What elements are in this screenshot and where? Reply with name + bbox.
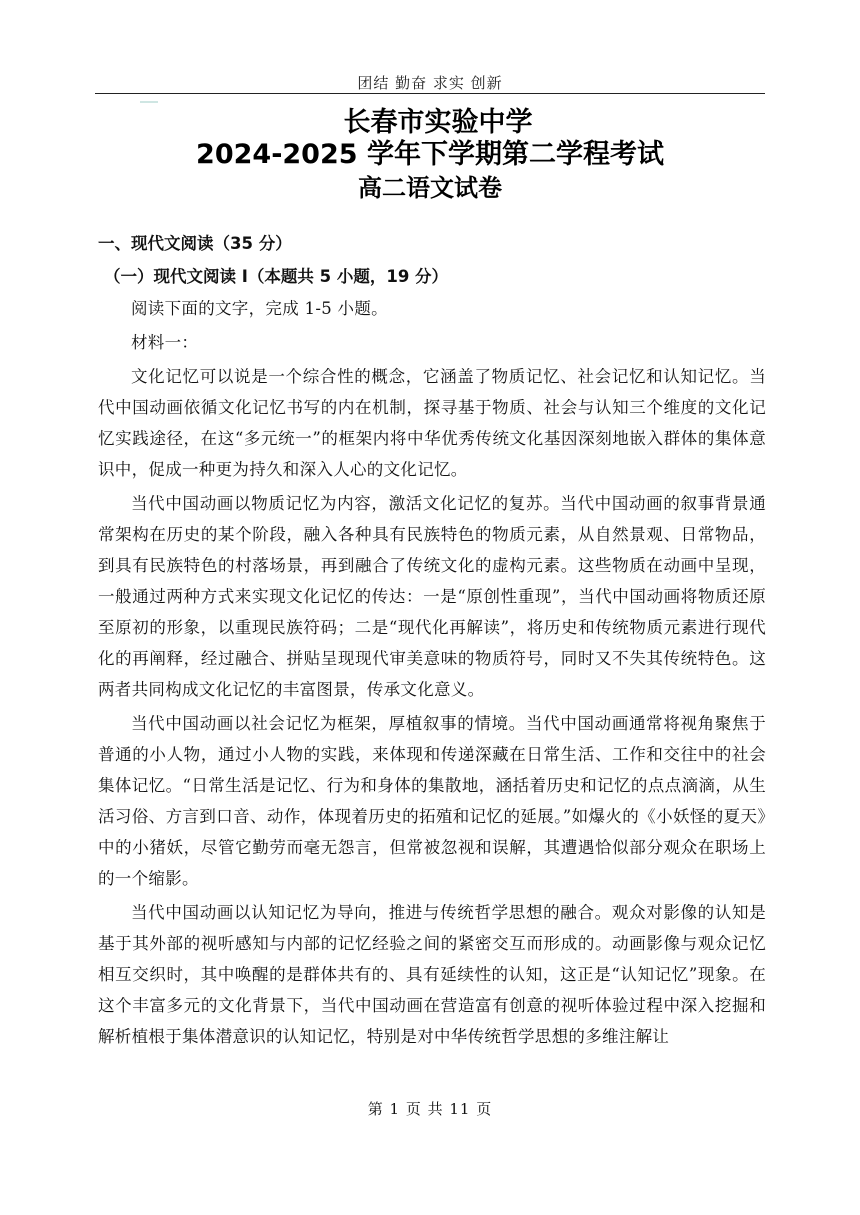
sub-section-heading: （一）现代文阅读 I（本题共 5 小题，19 分） [104, 267, 449, 286]
exam-title: 2024-2025 学年下学期第二学程考试 [196, 139, 664, 170]
header-motto: 团结 勤奋 求实 创新 [357, 74, 503, 92]
exam-content [98, 227, 766, 1055]
page-number: 第 1 页 共 11 页 [367, 1100, 493, 1118]
body-paragraph: 当代中国动画以社会记忆为框架，厚植叙事的情境。当代中国动画通常将视角聚焦于普通的小人物，通过小人物的实践，来体现和传递深藏在日常生活、工作和交往中的社会集体记忆。“日常生活是记忆、行为和身体的集散地，涵括着历史和记忆的点点滴滴，从生活习俗、方言到口音、动作，体现着历史的拓殖和记忆的延展。”如爆火的《小妖怪的夏天》中的小猪妖，尽管它勤劳而毫无怨言，但常被忽视和误解，其遭遇恰似部分观众在职场上的一个缩影。 [98, 714, 766, 888]
reading-instruction: 阅读下面的文字，完成 1-5 小题。 [131, 299, 388, 318]
school-title: 长春市实验中学 [343, 107, 533, 138]
material-label: 材料一： [131, 333, 199, 352]
section-heading: 一、现代文阅读（35 分） [98, 234, 292, 253]
header-divider [95, 93, 765, 94]
body-paragraph: 文化记忆可以说是一个综合性的概念，它涵盖了物质记忆、社会记忆和认知记忆。当代中国动画依循文化记忆书写的内在机制，探寻基于物质、社会与认知三个维度的文化记忆实践途径，在这“多元统一”的框架内将中华优秀传统文化基因深刻地嵌入群体的集体意识中，促成一种更为持久和深入人心的文化记忆。 [98, 367, 766, 479]
body-paragraph: 当代中国动画以认知记忆为导向，推进与传统哲学思想的融合。观众对影像的认知是基于其外部的视听感知与内部的记忆经验之间的紧密交互而形成的。动画影像与观众记忆相互交织时，其中唤醒的是群体共有的、具有延续性的认知，这正是“认知记忆”现象。在这个丰富多元的文化背景下，当代中国动画在营造富有创意的视听体验过程中深入挖掘和解析植根于集体潜意识的认知记忆，特别是对中华传统哲学思想的多维注解让 [98, 903, 766, 1046]
body-paragraph: 当代中国动画以物质记忆为内容，激活文化记忆的复苏。当代中国动画的叙事背景通常架构在历史的某个阶段，融入各种具有民族特色的物质元素，从自然景观、日常物品，到具有民族特色的村落场景，再到融合了传统文化的虚构元素。这些物质在动画中呈现，一般通过两种方式来实现文化记忆的传达：一是“原创性重现”，当代中国动画将物质还原至原初的形象，以重现民族符码；二是“现代化再解读”，将历史和传统物质元素进行现代化的再阐释，经过融合、拼贴呈现现代审美意味的物质符号，同时又不失其传统特色。这两者共同构成文化记忆的丰富图景，传承文化意义。 [98, 494, 766, 699]
subject-title: 高二语文试卷 [358, 174, 502, 202]
